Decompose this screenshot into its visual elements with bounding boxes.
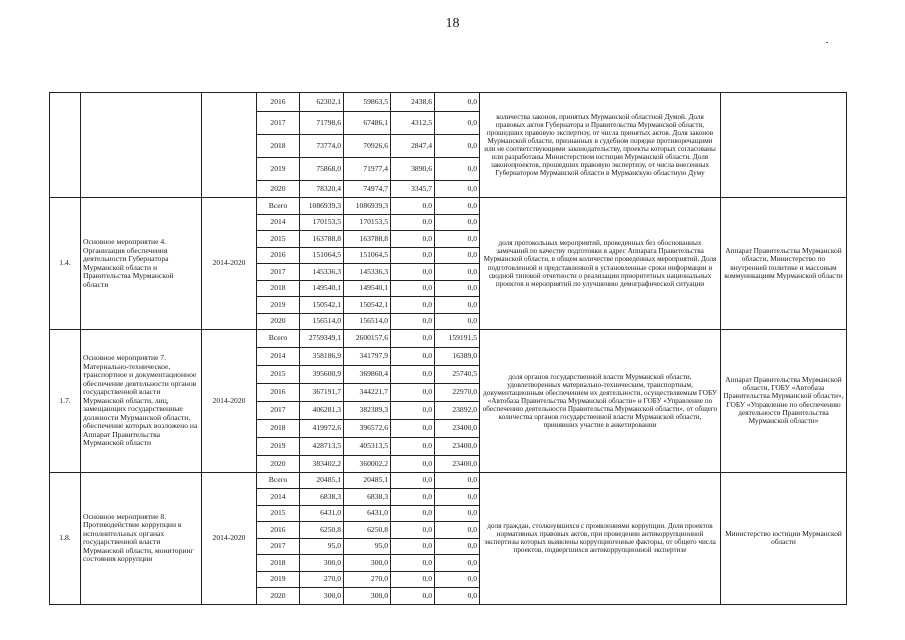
value-total: 395600,9 <box>300 366 344 384</box>
year-cell: 2020 <box>257 313 300 330</box>
year-cell: 2018 <box>257 420 300 438</box>
year-cell: 2016 <box>257 384 300 402</box>
table-body <box>50 93 847 605</box>
table-row <box>50 472 847 489</box>
value-other: 23892,0 <box>435 402 480 420</box>
value-other: 0,0 <box>435 264 480 281</box>
value-total: 270,0 <box>300 571 344 588</box>
value-other: 23400,0 <box>435 438 480 456</box>
value-regional: 300,0 <box>344 588 391 605</box>
year-cell: 2015 <box>257 231 300 248</box>
value-total: 95,0 <box>300 538 344 555</box>
value-other: 0,0 <box>435 472 480 489</box>
indicator-text: доля органов государственной власти Мурманской области, удовлетворенных материально-техническим, транспортным, документационным обеспечением их деятельности, осуществляемым ГОБУ «Автобаза Правительства Мурманской области» и ГОБУ «Управление по обеспечению деятельности Правительства Мурманской области», от общего количества органов государственной власти Мурманской области, принявших участие в анкетировании <box>480 330 721 473</box>
year-cell: 2019 <box>257 571 300 588</box>
year-cell: 2020 <box>257 181 300 198</box>
value-regional: 341797,9 <box>344 348 391 366</box>
table-row <box>50 330 847 348</box>
value-regional: 149540,1 <box>344 280 391 297</box>
executor-text <box>721 93 847 198</box>
value-total: 6838,3 <box>300 489 344 506</box>
year-cell: 2017 <box>257 112 300 135</box>
value-federal: 0,0 <box>391 214 435 231</box>
value-total: 71798,6 <box>300 112 344 135</box>
value-federal: 0,0 <box>391 456 435 473</box>
value-total: 300,0 <box>300 588 344 605</box>
value-federal: 3890,6 <box>391 158 435 181</box>
value-other: 0,0 <box>435 297 480 314</box>
measure-name: Основное мероприятие 8. Противодействие коррупции в исполнительных органах государственной власти Мурманской области, мониторинг состояния коррупции <box>81 472 202 604</box>
executor-text: Министерство юстиции Мурманской области <box>721 472 847 604</box>
value-total: 428713,5 <box>300 438 344 456</box>
year-cell: Всего <box>257 330 300 348</box>
year-cell: 2014 <box>257 489 300 506</box>
measure-name <box>81 93 202 198</box>
value-other: 0,0 <box>435 522 480 539</box>
value-other: 22970,0 <box>435 384 480 402</box>
value-federal: 0,0 <box>391 247 435 264</box>
year-cell: 2019 <box>257 438 300 456</box>
year-cell: 2014 <box>257 214 300 231</box>
value-other: 0,0 <box>435 555 480 572</box>
value-other: 0,0 <box>435 280 480 297</box>
year-cell: Всего <box>257 198 300 215</box>
measure-name: Основное мероприятие 4. Организация обеспечения деятельности Губернатора Мурманской области и Правительства Мурманской области <box>81 198 202 330</box>
year-cell: 2020 <box>257 456 300 473</box>
value-federal: 0,0 <box>391 588 435 605</box>
scan-dot <box>826 42 828 43</box>
value-regional: 2600157,6 <box>344 330 391 348</box>
value-regional: 1086939,3 <box>344 198 391 215</box>
value-total: 78320,4 <box>300 181 344 198</box>
value-total: 2759349,1 <box>300 330 344 348</box>
value-federal: 3345,7 <box>391 181 435 198</box>
value-other: 0,0 <box>435 489 480 506</box>
value-total: 73774,0 <box>300 135 344 158</box>
year-cell: 2017 <box>257 402 300 420</box>
year-cell: 2016 <box>257 522 300 539</box>
value-other: 0,0 <box>435 135 480 158</box>
value-total: 6431,0 <box>300 505 344 522</box>
value-other: 0,0 <box>435 231 480 248</box>
value-total: 149540,1 <box>300 280 344 297</box>
year-cell: 2016 <box>257 93 300 112</box>
measure-number <box>50 93 81 198</box>
value-other: 0,0 <box>435 571 480 588</box>
value-federal: 0,0 <box>391 330 435 348</box>
value-federal: 0,0 <box>391 384 435 402</box>
year-cell: 2018 <box>257 555 300 572</box>
value-federal: 0,0 <box>391 366 435 384</box>
value-regional: 163788,8 <box>344 231 391 248</box>
measure-period <box>202 93 257 198</box>
value-federal: 0,0 <box>391 472 435 489</box>
value-federal: 0,0 <box>391 280 435 297</box>
value-federal: 0,0 <box>391 438 435 456</box>
value-federal: 0,0 <box>391 571 435 588</box>
value-other: 0,0 <box>435 112 480 135</box>
value-total: 151064,5 <box>300 247 344 264</box>
value-total: 156514,0 <box>300 313 344 330</box>
value-federal: 0,0 <box>391 538 435 555</box>
year-cell: 2017 <box>257 264 300 281</box>
value-regional: 156514,0 <box>344 313 391 330</box>
value-other: 0,0 <box>435 181 480 198</box>
value-regional: 6431,0 <box>344 505 391 522</box>
table-row <box>50 93 847 112</box>
year-cell: Всего <box>257 472 300 489</box>
year-cell: 2016 <box>257 247 300 264</box>
value-regional: 70926,6 <box>344 135 391 158</box>
value-regional: 6838,3 <box>344 489 391 506</box>
measure-period: 2014-2020 <box>202 472 257 604</box>
executor-text: Аппарат Правительства Мурманской области, ГОБУ «Автобаза Правительства Мурманской области», ГОБУ «Управление по обеспечению деятельности Правительства Мурманской области» <box>721 330 847 473</box>
measure-number: 1.4. <box>50 198 81 330</box>
value-federal: 0,0 <box>391 555 435 572</box>
value-federal: 0,0 <box>391 489 435 506</box>
value-other: 159191,5 <box>435 330 480 348</box>
value-total: 20485,1 <box>300 472 344 489</box>
value-total: 62302,1 <box>300 93 344 112</box>
value-regional: 344221,7 <box>344 384 391 402</box>
value-federal: 0,0 <box>391 505 435 522</box>
value-other: 23400,0 <box>435 420 480 438</box>
value-regional: 170153,5 <box>344 214 391 231</box>
value-regional: 95,0 <box>344 538 391 555</box>
year-cell: 2020 <box>257 588 300 605</box>
value-federal: 0,0 <box>391 297 435 314</box>
value-regional: 382389,3 <box>344 402 391 420</box>
value-regional: 300,0 <box>344 555 391 572</box>
value-other: 23400,0 <box>435 456 480 473</box>
value-federal: 0,0 <box>391 198 435 215</box>
value-total: 1086939,3 <box>300 198 344 215</box>
value-regional: 145336,3 <box>344 264 391 281</box>
value-federal: 0,0 <box>391 402 435 420</box>
value-regional: 67486,1 <box>344 112 391 135</box>
value-total: 358186,9 <box>300 348 344 366</box>
indicator-text: доля граждан, столкнувшихся с проявлениями коррупции. Доля проектов нормативных правовых актов, при проведении антикоррупционной экспертизы которых выявлены коррупциогенные факторы, от общего числа проектов, подвергшихся антикоррупционной экспертизе <box>480 472 721 604</box>
value-regional: 369860,4 <box>344 366 391 384</box>
measure-period: 2014-2020 <box>202 330 257 473</box>
value-total: 6250,8 <box>300 522 344 539</box>
value-other: 0,0 <box>435 247 480 264</box>
value-regional: 396572,6 <box>344 420 391 438</box>
value-federal: 2438,6 <box>391 93 435 112</box>
value-federal: 0,0 <box>391 313 435 330</box>
value-total: 75868,0 <box>300 158 344 181</box>
value-regional: 59863,5 <box>344 93 391 112</box>
value-regional: 360002,2 <box>344 456 391 473</box>
value-regional: 151064,5 <box>344 247 391 264</box>
value-regional: 71977,4 <box>344 158 391 181</box>
year-cell: 2019 <box>257 297 300 314</box>
page-number: 18 <box>445 16 460 31</box>
year-cell: 2014 <box>257 348 300 366</box>
value-regional: 405313,5 <box>344 438 391 456</box>
value-total: 367191,7 <box>300 384 344 402</box>
indicator-text: доля протокольных мероприятий, проведенных без обоснованных замечаний по качеству подготовки в адрес Аппарата Правительства Мурманской области, в общем количестве проведенных мероприятий. Доля подготовленной и представленной в установленные сроки информации и сводной типовой отчетности о реализации приоритетных национальных проектов и мероприятий по улучшению демографической ситуации <box>480 198 721 330</box>
indicator-text: количества законов, принятых Мурманской областной Думой. Доля правовых актов Губернатора и Правительства Мурманской области, прошедших правовую экспертизу, от числа принятых актов. Доля законов Мурманской области, признанных в судебном порядке противоречащими или не соответствующими законодательству, проекты которых согласованы или разработаны Министерством юстиции Мурманской области. Доля законопроектов, прошедших правовую экспертизу, от числа внесенных Губернатором Мурманской области в Мурманскую областную Думу <box>480 93 721 198</box>
value-total: 300,0 <box>300 555 344 572</box>
value-federal: 0,0 <box>391 231 435 248</box>
year-cell: 2017 <box>257 538 300 555</box>
measure-number: 1.8. <box>50 472 81 604</box>
budget-table <box>49 92 847 605</box>
value-total: 170153,5 <box>300 214 344 231</box>
year-cell: 2015 <box>257 366 300 384</box>
value-federal: 0,0 <box>391 522 435 539</box>
value-federal: 0,0 <box>391 420 435 438</box>
value-other: 0,0 <box>435 313 480 330</box>
value-other: 0,0 <box>435 198 480 215</box>
value-regional: 74974,7 <box>344 181 391 198</box>
year-cell: 2018 <box>257 280 300 297</box>
value-other: 0,0 <box>435 538 480 555</box>
value-total: 145336,3 <box>300 264 344 281</box>
measure-period: 2014-2020 <box>202 198 257 330</box>
value-total: 383402,2 <box>300 456 344 473</box>
value-total: 419972,6 <box>300 420 344 438</box>
measure-name: Основное мероприятие 7. Материально-техническое, транспортное и документационное обеспечение деятельности органов государственной власти Мурманской области, лиц, замещающих государственные должности Мурманской области, обеспечение которых возложено на Аппарат Правительства Мурманской области <box>81 330 202 473</box>
value-other: 0,0 <box>435 158 480 181</box>
value-total: 150542,1 <box>300 297 344 314</box>
value-other: 25740,5 <box>435 366 480 384</box>
value-other: 0,0 <box>435 214 480 231</box>
value-regional: 20485,1 <box>344 472 391 489</box>
year-cell: 2019 <box>257 158 300 181</box>
value-federal: 2847,4 <box>391 135 435 158</box>
value-other: 0,0 <box>435 588 480 605</box>
value-regional: 6250,8 <box>344 522 391 539</box>
value-federal: 0,0 <box>391 264 435 281</box>
executor-text: Аппарат Правительства Мурманской области, Министерство по внутренней политике и массовым коммуникациям Мурманской области <box>721 198 847 330</box>
value-total: 163788,8 <box>300 231 344 248</box>
table-row <box>50 198 847 215</box>
value-federal: 0,0 <box>391 348 435 366</box>
value-other: 16389,0 <box>435 348 480 366</box>
value-other: 0,0 <box>435 505 480 522</box>
value-regional: 270,0 <box>344 571 391 588</box>
value-federal: 4312,5 <box>391 112 435 135</box>
value-regional: 150542,1 <box>344 297 391 314</box>
value-other: 0,0 <box>435 93 480 112</box>
value-total: 406281,3 <box>300 402 344 420</box>
year-cell: 2018 <box>257 135 300 158</box>
year-cell: 2015 <box>257 505 300 522</box>
measure-number: 1.7. <box>50 330 81 473</box>
